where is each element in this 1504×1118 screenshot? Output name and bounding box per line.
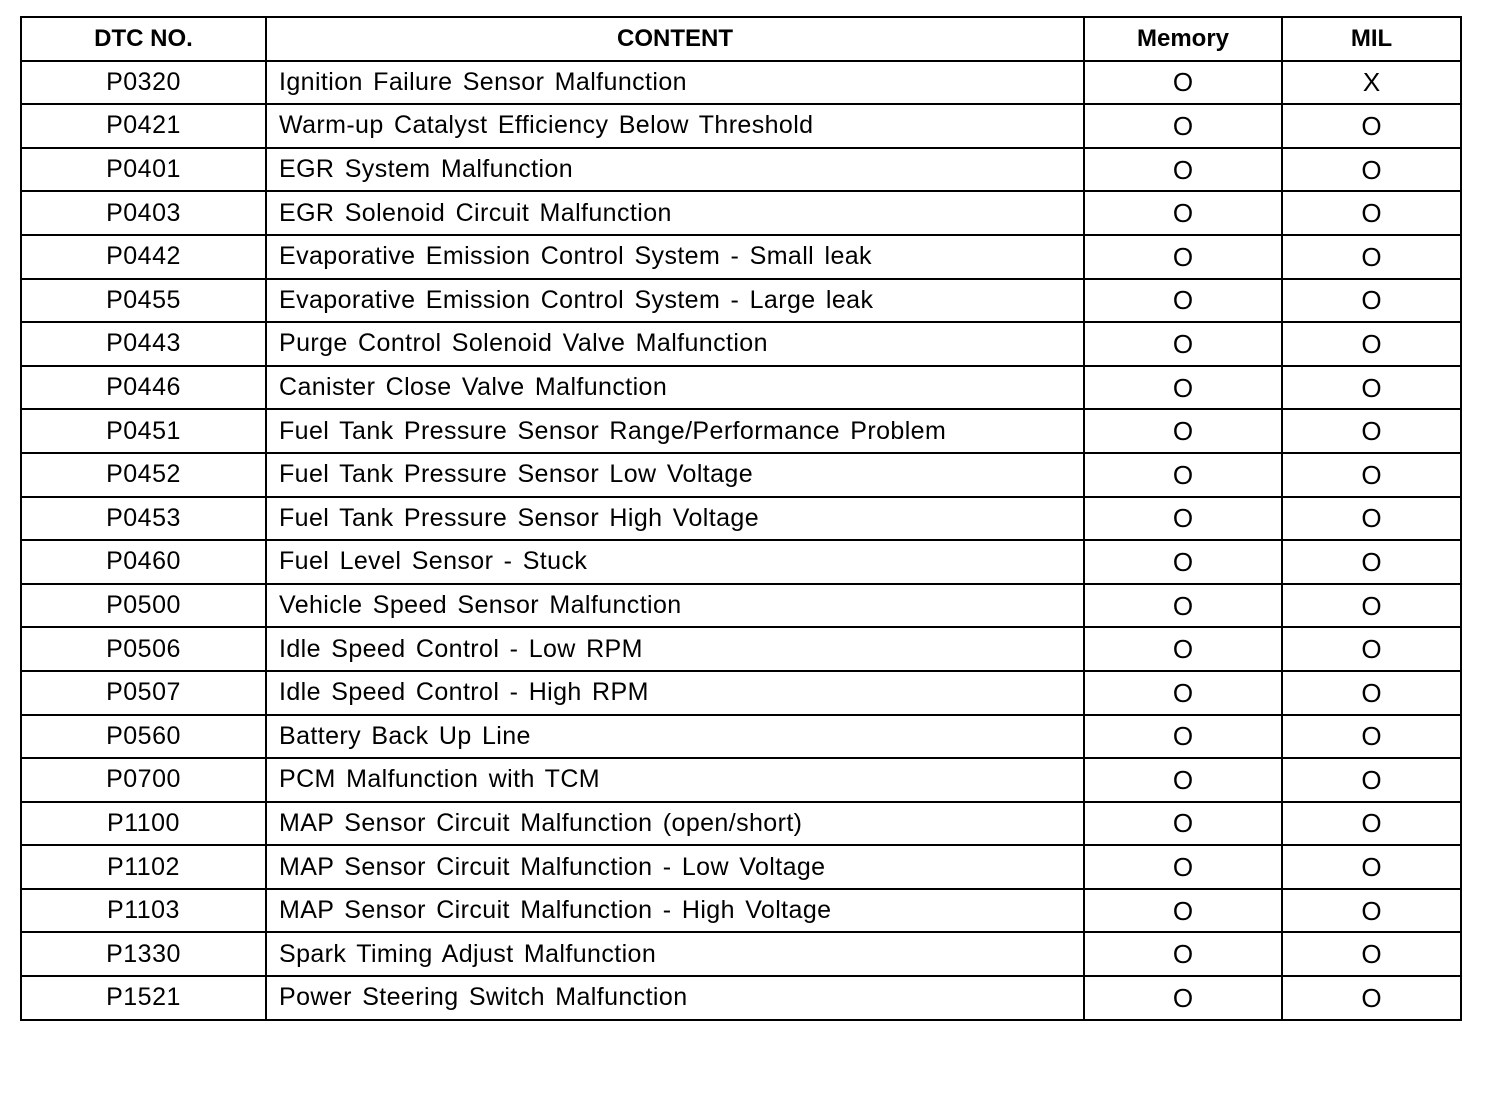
mil-flag-cell: X [1282, 61, 1461, 105]
table-row [21, 366, 1461, 410]
memory-flag-cell: O [1084, 497, 1282, 541]
table-row [21, 409, 1461, 453]
table-row [21, 61, 1461, 105]
dtc-code-cell: P0446 [21, 366, 266, 410]
dtc-content-cell: Battery Back Up Line [266, 715, 1084, 759]
mil-flag-cell: O [1282, 366, 1461, 410]
dtc-code-cell: P0700 [21, 758, 266, 802]
memory-flag-cell: O [1084, 802, 1282, 846]
dtc-code-cell: P0507 [21, 671, 266, 715]
mil-flag-cell: O [1282, 148, 1461, 192]
dtc-content-cell: Purge Control Solenoid Valve Malfunction [266, 322, 1084, 366]
table-row [21, 235, 1461, 279]
dtc-table [20, 16, 1462, 1021]
mil-flag-cell: O [1282, 453, 1461, 497]
memory-flag-cell: O [1084, 409, 1282, 453]
dtc-content-cell: MAP Sensor Circuit Malfunction (open/short) [266, 802, 1084, 846]
memory-flag-cell: O [1084, 976, 1282, 1020]
mil-flag-cell: O [1282, 758, 1461, 802]
dtc-content-cell: Fuel Tank Pressure Sensor High Voltage [266, 497, 1084, 541]
dtc-content-cell: MAP Sensor Circuit Malfunction - High Voltage [266, 889, 1084, 933]
dtc-code-cell: P0452 [21, 453, 266, 497]
table-row [21, 497, 1461, 541]
memory-flag-cell: O [1084, 540, 1282, 584]
dtc-content-cell: Fuel Level Sensor - Stuck [266, 540, 1084, 584]
mil-flag-cell: O [1282, 409, 1461, 453]
dtc-code-cell: P0560 [21, 715, 266, 759]
mil-flag-cell: O [1282, 497, 1461, 541]
mil-flag-cell: O [1282, 627, 1461, 671]
mil-flag-cell: O [1282, 671, 1461, 715]
table-row [21, 889, 1461, 933]
table-row [21, 976, 1461, 1020]
dtc-code-cell: P0500 [21, 584, 266, 628]
dtc-code-cell: P0453 [21, 497, 266, 541]
table-row [21, 802, 1461, 846]
mil-flag-cell: O [1282, 104, 1461, 148]
table-row [21, 845, 1461, 889]
memory-flag-cell: O [1084, 104, 1282, 148]
dtc-content-cell: Canister Close Valve Malfunction [266, 366, 1084, 410]
dtc-content-cell: Warm-up Catalyst Efficiency Below Threshold [266, 104, 1084, 148]
dtc-content-cell: Idle Speed Control - High RPM [266, 671, 1084, 715]
table-row [21, 104, 1461, 148]
dtc-content-cell: Power Steering Switch Malfunction [266, 976, 1084, 1020]
mil-flag-cell: O [1282, 322, 1461, 366]
dtc-code-cell: P0506 [21, 627, 266, 671]
dtc-content-cell: Idle Speed Control - Low RPM [266, 627, 1084, 671]
memory-flag-cell: O [1084, 758, 1282, 802]
dtc-content-cell: Fuel Tank Pressure Sensor Low Voltage [266, 453, 1084, 497]
dtc-code-cell: P0403 [21, 191, 266, 235]
table-row [21, 453, 1461, 497]
dtc-code-cell: P0421 [21, 104, 266, 148]
table-row [21, 758, 1461, 802]
mil-flag-cell: O [1282, 802, 1461, 846]
dtc-code-cell: P0451 [21, 409, 266, 453]
table-row [21, 584, 1461, 628]
memory-flag-cell: O [1084, 148, 1282, 192]
mil-flag-cell: O [1282, 279, 1461, 323]
header-memory: Memory [1084, 17, 1282, 61]
dtc-content-cell: PCM Malfunction with TCM [266, 758, 1084, 802]
dtc-content-cell: Evaporative Emission Control System - Large leak [266, 279, 1084, 323]
dtc-content-cell: EGR Solenoid Circuit Malfunction [266, 191, 1084, 235]
memory-flag-cell: O [1084, 627, 1282, 671]
dtc-code-cell: P0443 [21, 322, 266, 366]
header-mil: MIL [1282, 17, 1461, 61]
memory-flag-cell: O [1084, 671, 1282, 715]
dtc-code-cell: P1100 [21, 802, 266, 846]
dtc-code-cell: P1330 [21, 932, 266, 976]
mil-flag-cell: O [1282, 976, 1461, 1020]
dtc-content-cell: EGR System Malfunction [266, 148, 1084, 192]
memory-flag-cell: O [1084, 889, 1282, 933]
memory-flag-cell: O [1084, 453, 1282, 497]
memory-flag-cell: O [1084, 322, 1282, 366]
dtc-content-cell: MAP Sensor Circuit Malfunction - Low Voltage [266, 845, 1084, 889]
memory-flag-cell: O [1084, 235, 1282, 279]
mil-flag-cell: O [1282, 715, 1461, 759]
table-row [21, 932, 1461, 976]
mil-flag-cell: O [1282, 540, 1461, 584]
table-row [21, 191, 1461, 235]
mil-flag-cell: O [1282, 584, 1461, 628]
dtc-table-sheet [20, 16, 1460, 1021]
table-row [21, 671, 1461, 715]
mil-flag-cell: O [1282, 932, 1461, 976]
table-row [21, 279, 1461, 323]
dtc-content-cell: Ignition Failure Sensor Malfunction [266, 61, 1084, 105]
memory-flag-cell: O [1084, 191, 1282, 235]
dtc-code-cell: P0401 [21, 148, 266, 192]
memory-flag-cell: O [1084, 845, 1282, 889]
dtc-code-cell: P0442 [21, 235, 266, 279]
mil-flag-cell: O [1282, 235, 1461, 279]
memory-flag-cell: O [1084, 61, 1282, 105]
header-dtc-no: DTC NO. [21, 17, 266, 61]
dtc-code-cell: P1102 [21, 845, 266, 889]
table-body [21, 61, 1461, 1020]
mil-flag-cell: O [1282, 191, 1461, 235]
header-content: CONTENT [266, 17, 1084, 61]
table-row [21, 540, 1461, 584]
table-row [21, 627, 1461, 671]
table-row [21, 715, 1461, 759]
header-row [21, 17, 1461, 61]
mil-flag-cell: O [1282, 889, 1461, 933]
mil-flag-cell: O [1282, 845, 1461, 889]
dtc-content-cell: Vehicle Speed Sensor Malfunction [266, 584, 1084, 628]
dtc-content-cell: Spark Timing Adjust Malfunction [266, 932, 1084, 976]
dtc-code-cell: P0320 [21, 61, 266, 105]
memory-flag-cell: O [1084, 279, 1282, 323]
dtc-code-cell: P0455 [21, 279, 266, 323]
dtc-code-cell: P0460 [21, 540, 266, 584]
dtc-content-cell: Fuel Tank Pressure Sensor Range/Performance Problem [266, 409, 1084, 453]
memory-flag-cell: O [1084, 932, 1282, 976]
memory-flag-cell: O [1084, 715, 1282, 759]
table-row [21, 322, 1461, 366]
dtc-content-cell: Evaporative Emission Control System - Small leak [266, 235, 1084, 279]
memory-flag-cell: O [1084, 366, 1282, 410]
dtc-code-cell: P1521 [21, 976, 266, 1020]
dtc-code-cell: P1103 [21, 889, 266, 933]
table-row [21, 148, 1461, 192]
memory-flag-cell: O [1084, 584, 1282, 628]
